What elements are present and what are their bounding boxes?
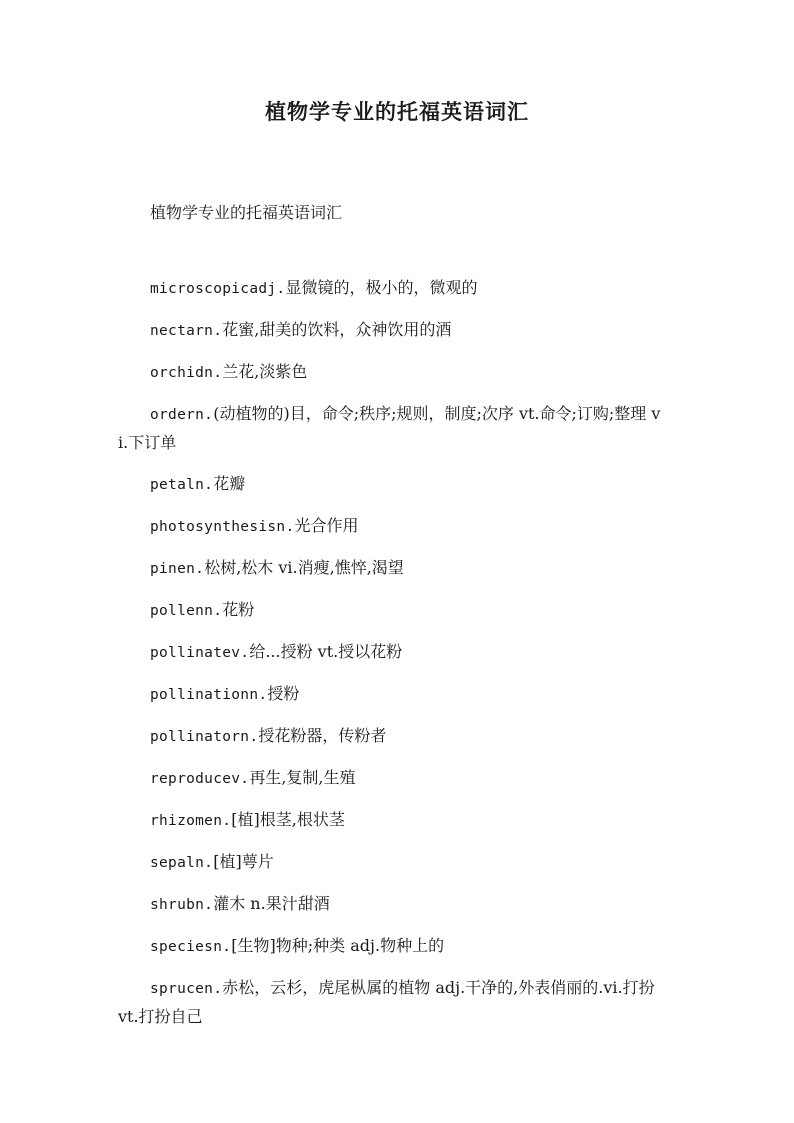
entry-term: pinen. <box>150 561 205 577</box>
entry-definition: 灌木 n.果汁甜酒 <box>213 894 330 913</box>
entry-term: rhizomen. <box>150 813 232 829</box>
vocabulary-entry <box>118 274 666 303</box>
vocabulary-entry <box>118 358 666 387</box>
vocabulary-entry <box>118 596 666 625</box>
entry-term: shrubn. <box>150 897 214 913</box>
vocabulary-entry <box>118 890 666 919</box>
entry-definition: 花蜜,甜美的饮料，众神饮用的酒 <box>222 320 452 339</box>
entry-definition: 显微镜的，极小的，微观的 <box>285 278 478 297</box>
entry-definition: 光合作用 <box>294 516 359 535</box>
vocabulary-entry <box>118 932 666 961</box>
entry-term: microscopicadj. <box>150 281 286 297</box>
entry-definition: [植]根茎,根状茎 <box>231 810 345 829</box>
entry-term: ordern. <box>150 407 214 423</box>
vocabulary-entry <box>118 806 666 835</box>
page-title: 植物学专业的托福英语词汇 <box>265 99 529 124</box>
entry-definition: 授花粉器，传粉者 <box>258 726 387 745</box>
vocabulary-entry <box>118 512 666 541</box>
entry-definition: 花粉 <box>222 600 255 619</box>
vocabulary-entry <box>118 764 666 793</box>
vocabulary-entry <box>118 554 666 583</box>
entry-term: pollinatorn. <box>150 729 259 745</box>
vocabulary-entry <box>118 470 666 499</box>
entry-definition: 授粉 <box>267 684 300 703</box>
document-subtitle: 植物学专业的托福英语词汇 <box>150 203 343 222</box>
entry-definition: [植]萼片 <box>213 852 274 871</box>
vocabulary-entry <box>118 848 666 877</box>
entry-term: petaln. <box>150 477 214 493</box>
vocabulary-entry <box>118 680 666 709</box>
entry-definition: 赤松，云杉，虎尾枞属的植物 adj.干净的,外表俏丽的.vi.打扮 vt.打扮自己 <box>118 978 655 1026</box>
vocabulary-entry <box>118 638 666 667</box>
entry-definition: 给...授粉 vt.授以花粉 <box>249 642 403 661</box>
entry-definition: 再生,复制,生殖 <box>249 768 356 787</box>
vocabulary-list <box>118 274 666 1044</box>
entry-definition: 花瓣 <box>213 474 246 493</box>
vocabulary-entry <box>118 722 666 751</box>
entry-term: pollinationn. <box>150 687 268 703</box>
entry-term: pollenn. <box>150 603 223 619</box>
entry-definition: [生物]物种;种类 adj.物种上的 <box>231 936 445 955</box>
vocabulary-entry <box>118 400 666 457</box>
entry-term: photosynthesisn. <box>150 519 295 535</box>
entry-term: reproducev. <box>150 771 250 787</box>
entry-definition: 兰花,淡紫色 <box>222 362 308 381</box>
vocabulary-entry <box>118 974 666 1031</box>
entry-term: speciesn. <box>150 939 232 955</box>
vocabulary-entry <box>118 316 666 345</box>
entry-definition: 松树,松木 vi.消瘦,憔悴,渴望 <box>204 558 404 577</box>
entry-term: orchidn. <box>150 365 223 381</box>
entry-term: pollinatev. <box>150 645 250 661</box>
entry-term: sepaln. <box>150 855 214 871</box>
entry-term: nectarn. <box>150 323 223 339</box>
entry-term: sprucen. <box>150 981 223 997</box>
entry-definition: (动植物的)目，命令;秩序;规则，制度;次序 vt.命令;订购;整理 vi.下订单 <box>118 404 661 452</box>
